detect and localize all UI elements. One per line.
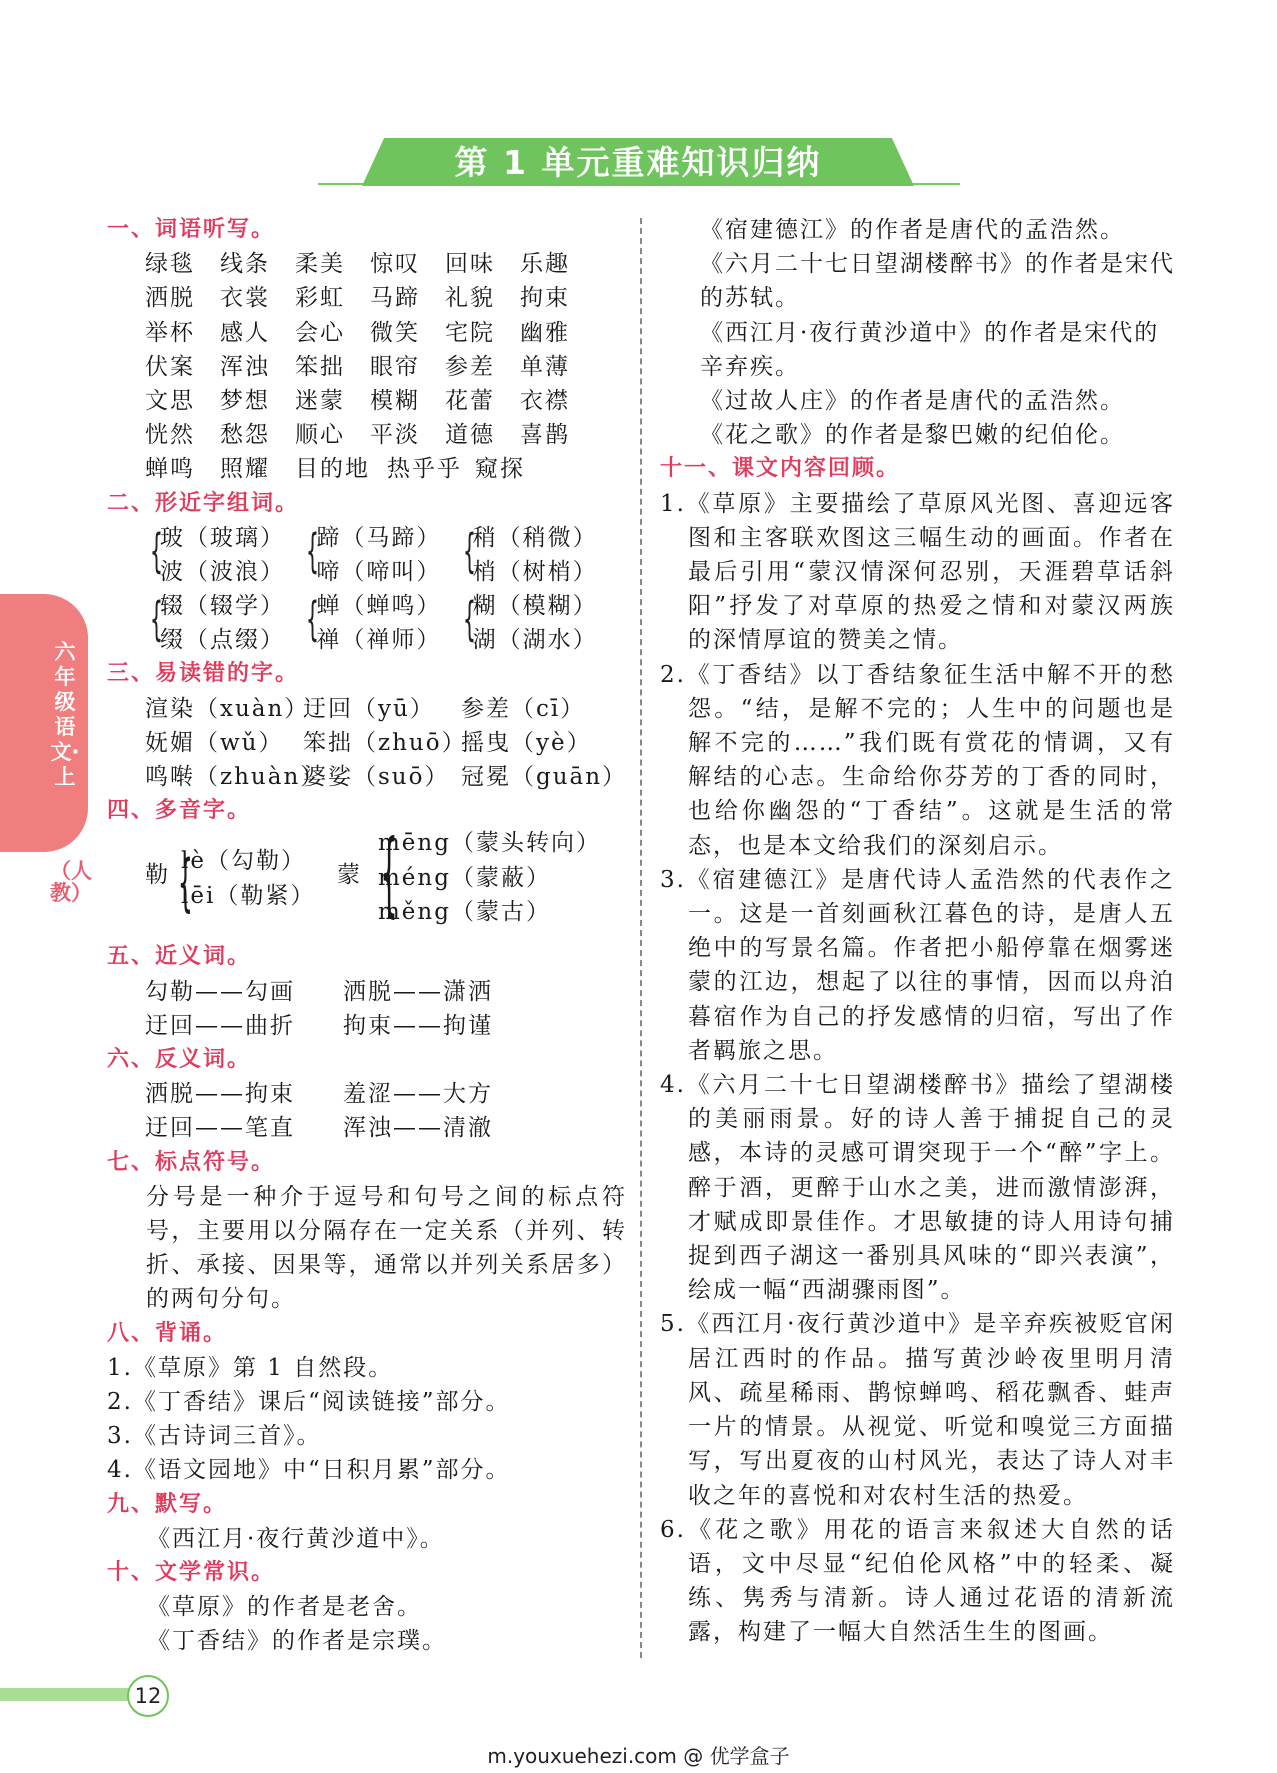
recite-item: 4.《语文园地》中“日积月累”部分。 [107,1457,511,1484]
synonym-item: 勾勒——勾画 [145,978,295,1005]
similar-pair: { 糊（模糊） 湖（湖水） [459,589,598,657]
synonym-item: 迂回——曲折 [145,1012,295,1039]
antonym-item: 迂回——笔直 [145,1115,295,1142]
pronunciation-row [145,692,627,726]
pair-item: 波（波浪） [160,558,285,585]
antonym-row [145,1111,627,1145]
word-item: 感人 [220,319,270,346]
word-item: 热乎乎 [387,456,462,483]
section-heading: 七、标点符号。 [107,1149,276,1175]
literature-item: 《草原》的作者是老舍。 [147,1594,422,1621]
word-item: 平淡 [370,422,420,449]
word-item: 蝉鸣 [145,456,195,483]
literature-item: 《宿建德江》的作者是唐代的孟浩然。 [700,217,1125,243]
reading: lè（勾勒） [181,848,306,875]
side-grade-label: 六年级语文·上 [50,640,80,789]
brace: { [380,820,399,928]
page-title: 第 1 单元重难知识归纳 [454,143,822,182]
word-item: 绿毯 [145,251,195,278]
word-item: 洒脱 [145,285,195,312]
pair-item: 啼（啼叫） [316,558,442,585]
word-item: 举杯 [145,319,195,346]
word-item: 道德 [445,422,495,449]
word-item: 惊叹 [370,251,420,278]
pronunciation-row [145,726,627,760]
recite-item: 1.《草原》第 1 自然段。 [107,1354,394,1381]
page-number: 12 [127,1675,169,1717]
word-item: 顺心 [295,422,345,449]
word-item: 礼貌 [445,285,495,312]
pair-item: 缀（点缀） [160,627,285,654]
literature-item: 《花之歌》的作者是黎巴嫩的纪伯伦。 [700,422,1125,449]
synonym-item: 洒脱——潇洒 [343,978,493,1005]
similar-chars-row [146,589,627,657]
pair-item: 蝉（蝉鸣） [316,593,442,620]
review-item: 3.《宿建德江》是唐代诗人孟浩然的代表作之一。这是一首刻画秋江暮色的诗，是唐人五绝中的写景名篇。作者把小船停靠在烟雾迷蒙的江边，想起了以往的事情，因而以舟泊暮宿作为自己的抒发感情的归宿，写出了作者羁旅之思。 [660,866,1175,1064]
pronunciation-item: 笨拙（zhuō） [303,729,467,756]
polyphone-char: 勒 [145,862,170,889]
polyphone-readings [378,826,601,929]
word-row [145,452,627,486]
polyphone-char: 蒙 [337,862,362,889]
word-item: 喜鹊 [520,422,570,449]
column-divider [640,218,642,1658]
dictation-text: 《西江月·夜行黄沙道中》。 [147,1525,445,1552]
recite-item: 3.《古诗词三首》。 [107,1423,322,1450]
word-item: 乐趣 [520,251,570,278]
pair-item: 湖（湖水） [472,627,598,654]
section-heading: 五、近义词。 [107,944,252,970]
section-heading: 八、背诵。 [107,1320,228,1346]
recite-item: 2.《丁香结》课后“阅读链接”部分。 [107,1388,511,1415]
similar-pair: { 稍（稍微） 梢（树梢） [459,521,598,589]
word-item: 眼帘 [370,353,420,380]
right-column [660,213,1175,1650]
antonym-row [145,1077,627,1111]
word-item: 目的地 [295,456,370,483]
review-item: 4.《六月二十七日望湖楼醉书》描绘了望湖楼的美丽雨景。好的诗人善于捕捉自己的灵感，本诗的灵感可谓突现于一个“醉”字上。醉于酒，更醉于山水之美，进而激情澎湃，才赋成即景佳作。才思敏捷的诗人用诗句捕捉到西子湖这一番别具风味的“即兴表演”，绘成一幅“西湖骤雨图”。 [660,1072,1175,1304]
literature-item: 《过故人庄》的作者是唐代的孟浩然。 [700,388,1125,415]
pronunciation-item: 参差（cī） [461,695,586,722]
polyphone-block [145,820,627,940]
pair-item: 梢（树梢） [472,558,598,585]
word-item: 会心 [295,319,345,346]
word-item: 单薄 [520,353,570,380]
antonym-item: 洒脱——拘束 [145,1081,295,1108]
pair-item: 禅（禅师） [316,627,442,654]
word-item: 衣襟 [520,387,570,414]
polyphone-readings [181,844,315,912]
reading: lēi（勒紧） [181,882,316,909]
word-item: 恍然 [145,422,195,449]
pronunciation-item: 冠冕（guān） [461,764,628,791]
section-heading: 十一、课文内容回顾。 [660,456,901,482]
review-item: 2.《丁香结》以丁香结象征生活中解不开的愁怨。“结，是解不完的；人生中的问题也是解不完的……”我们既有赏花的情调，又有解结的心志。生命给你芬芳的丁香的同时，也给你幽怨的“丁香结”。这就是生活的常态，也是本文给我们的深刻启示。 [660,661,1175,859]
word-item: 梦想 [220,387,270,414]
brace: { [177,846,194,920]
word-row [145,384,627,418]
word-row [145,418,627,452]
word-item: 花蕾 [445,387,495,414]
word-row [145,281,627,315]
word-item: 笨拙 [295,353,345,380]
word-item: 照耀 [220,456,270,483]
reading: mēng（蒙头转向） [378,830,601,857]
pair-item: 辍（辍学） [160,593,285,620]
similar-chars-row [146,521,627,589]
pair-item: 玻（玻璃） [160,524,285,551]
pronunciation-item: 鸣啭（zhuàn） [145,764,326,791]
word-item: 宅院 [445,319,495,346]
section-heading: 四、多音字。 [107,798,252,824]
word-item: 马蹄 [370,285,420,312]
word-item: 衣裳 [220,285,270,312]
word-item: 参差 [445,353,495,380]
literature-item: 《西江月·夜行黄沙道中》的作者是宋代的辛弃疾。 [700,319,1160,380]
pronunciation-item: 迂回（yū） [303,695,435,722]
pair-item: 糊（模糊） [472,593,598,620]
pronunciation-item: 渲染（xuàn） [145,695,310,722]
word-row [145,316,627,350]
similar-pair: { 辍（辍学） 缀（点缀） [146,589,285,657]
reading: měng（蒙古） [378,898,551,925]
pair-item: 蹄（马蹄） [316,524,442,551]
review-item: 1.《草原》主要描绘了草原风光图、喜迎远客图和主客联欢图这三幅生动的画面。作者在最后引用“蒙汉情深何忍别，天涯碧草话斜阳”抒发了对草原的热爱之情和对蒙汉两族的深情厚谊的赞美之情。 [660,490,1175,654]
pair-item: 稍（稍微） [472,524,598,551]
synonym-row [145,975,627,1009]
literature-item: 《六月二十七日望湖楼醉书》的作者是宋代的苏轼。 [700,251,1175,312]
punctuation-text: 分号是一种介于逗号和句号之间的标点符号，主要用以分隔存在一定关系（并列、转折、承接、因果等，通常以并列关系居多）的两句分句。 [146,1183,627,1313]
word-item: 伏案 [145,353,195,380]
section-heading: 十、文学常识。 [107,1559,276,1585]
word-item: 浑浊 [220,353,270,380]
side-publisher-label: （人教） [50,859,92,905]
pronunciation-row [145,760,627,794]
similar-pair: { 蹄（马蹄） 啼（啼叫） [302,521,441,589]
word-item: 微笑 [370,319,420,346]
section-heading: 二、形近字组词。 [107,490,300,516]
word-row [145,350,627,384]
pronunciation-item: 婆娑（suō） [303,764,450,791]
review-item: 6.《花之歌》用花的语言来叙述大自然的话语，文中尽显“纪伯伦风格”中的轻柔、凝练、隽秀与清新。诗人通过花语的清新流露，构建了一幅大自然活生生的图画。 [660,1516,1175,1646]
section-heading: 九、默写。 [107,1491,228,1517]
left-column [107,213,627,1659]
section-heading: 一、词语听写。 [107,217,276,242]
word-item: 柔美 [295,251,345,278]
footer-source: m.youxuehezi.com @ 优学盒子 [487,1744,790,1768]
word-item: 模糊 [370,387,420,414]
synonym-row [145,1009,627,1043]
synonym-item: 拘束——拘谨 [343,1012,493,1039]
word-item: 愁怨 [220,422,270,449]
section-heading: 三、易读错的字。 [107,661,300,687]
word-item: 幽雅 [520,319,570,346]
word-item: 彩虹 [295,285,345,312]
word-item: 迷蒙 [295,387,345,414]
word-item: 文思 [145,387,195,414]
antonym-item: 浑浊——清澈 [343,1115,493,1142]
literature-item: 《丁香结》的作者是宗璞。 [147,1628,447,1655]
similar-pair: { 蝉（蝉鸣） 禅（禅师） [302,589,441,657]
review-item: 5.《西江月·夜行黄沙道中》是辛弃疾被贬官闲居江西时的作品。描写黄沙岭夜里明月清风、疏星稀雨、鹊惊蝉鸣、稻花飘香、蛙声一片的情景。从视觉、听觉和嗅觉三方面描写，写出夏夜的山村风光，表达了诗人对丰收之年的喜悦和对农村生活的热爱。 [660,1311,1175,1509]
reading: méng（蒙蔽） [378,864,551,891]
pronunciation-item: 摇曳（yè） [461,729,592,756]
word-item: 拘束 [520,285,570,312]
pronunciation-item: 妩媚（wǔ） [145,729,284,756]
word-list [107,247,627,486]
similar-pair: { 玻（玻璃） 波（波浪） [146,521,285,589]
antonym-item: 羞涩——大方 [343,1081,493,1108]
word-item: 窥探 [475,456,525,483]
section-heading: 六、反义词。 [107,1046,252,1072]
word-item: 线条 [220,251,270,278]
word-row [145,247,627,281]
word-item: 回味 [445,251,495,278]
